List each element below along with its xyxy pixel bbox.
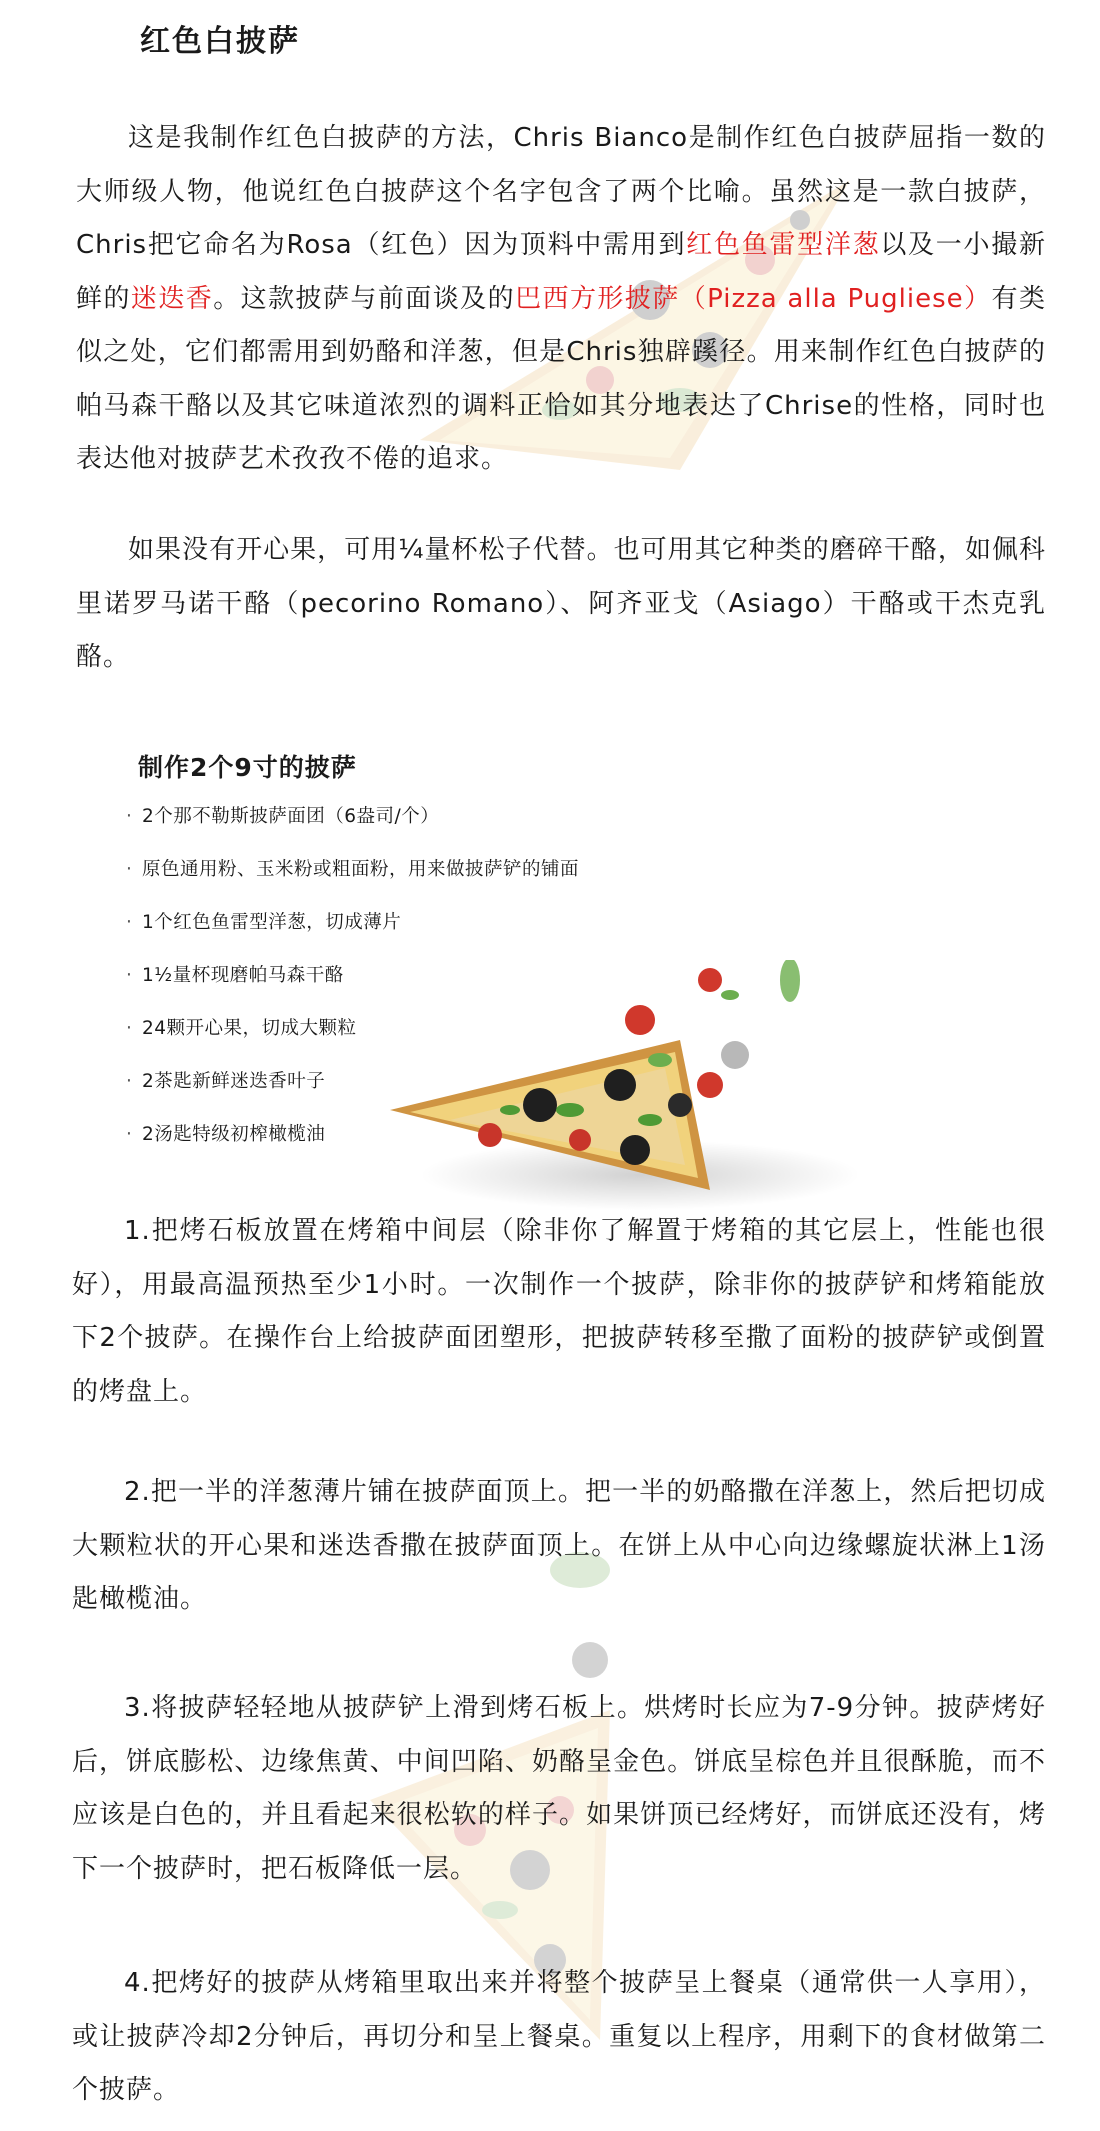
ingredient-text: 2汤匙特级初榨橄榄油 bbox=[142, 1124, 326, 1145]
ingredients-list bbox=[126, 800, 579, 1171]
ingredient-text: 24颗开心果，切成大颗粒 bbox=[142, 1018, 357, 1039]
list-item bbox=[126, 1012, 579, 1065]
step-3: 3.将披萨轻轻地从披萨铲上滑到烤石板上。烘烤时长应为7-9分钟。披萨烤好后，饼底膨松、边缘焦黄、中间凹陷、奶酪呈金色。饼底呈棕色并且很酥脆，而不应该是白色的，并且看起来很松软的样子。如果饼顶已经烤好，而饼底还没有，烤下一个披萨时，把石板降低一层。 bbox=[72, 1693, 1046, 1884]
list-item bbox=[126, 959, 579, 1012]
list-item bbox=[126, 853, 579, 906]
intro-text-4: 有类似之处，它们都需用到奶酪和洋葱，但是Chris独辟蹊径。用来制作红色白披萨的帕马森干酪以及其它味道浓烈的调料正恰如其分地表达了Chrise的性格，同时也表达他对披萨艺术孜孜不倦的追求。 bbox=[76, 283, 1046, 474]
list-item bbox=[126, 1065, 579, 1118]
bullet: · bbox=[126, 859, 133, 880]
intro-text-1: 这是我制作红色白披萨的方法，Chris Bianco是制作红色白披萨屈指一数的大师级人物，他说红色白披萨这个名字包含了两个比喻。虽然这是一款白披萨，Chris把它命名为Rosa（红色）因为顶料中需用到 bbox=[76, 123, 1046, 260]
ingredient-text: 2茶匙新鲜迷迭香叶子 bbox=[142, 1071, 326, 1092]
ingredient-text: 1个红色鱼雷型洋葱，切成薄片 bbox=[142, 912, 402, 933]
ingredient-text: 原色通用粉、玉米粉或粗面粉，用来做披萨铲的铺面 bbox=[142, 859, 580, 880]
bullet: · bbox=[126, 806, 133, 827]
ingredients-title: 制作2个9寸的披萨 bbox=[138, 753, 357, 782]
pizza-alla-pugliese-link[interactable]: 巴西方形披萨（Pizza alla Pugliese） bbox=[515, 283, 992, 314]
ingredient-text: 1½量杯现磨帕马森干酪 bbox=[142, 965, 344, 986]
bullet: · bbox=[126, 965, 133, 986]
list-item bbox=[126, 906, 579, 959]
intro-text-3: 。这款披萨与前面谈及的 bbox=[213, 283, 516, 314]
bullet: · bbox=[126, 1124, 133, 1145]
bullet: · bbox=[126, 912, 133, 933]
highlight-rosemary: 迷迭香 bbox=[130, 283, 214, 314]
step-4: 4.把烤好的披萨从烤箱里取出来并将整个披萨呈上餐桌（通常供一人享用），或让披萨冷却2分钟后，再切分和呈上餐桌。重复以上程序，用剩下的食材做第二个披萨。 bbox=[72, 1968, 1046, 2105]
highlight-red-onion: 红色鱼雷型洋葱 bbox=[686, 230, 881, 260]
ingredient-text: 2个那不勒斯披萨面团（6盎司/个） bbox=[142, 806, 440, 827]
list-item bbox=[126, 800, 579, 853]
step-1: 1.把烤石板放置在烤箱中间层（除非你了解置于烤箱的其它层上，性能也很好），用最高温预热至少1小时。一次制作一个披萨，除非你的披萨铲和烤箱能放下2个披萨。在操作台上给披萨面团塑形，把披萨转移至撒了面粉的披萨铲或倒置的烤盘上。 bbox=[72, 1216, 1046, 1407]
bullet: · bbox=[126, 1018, 133, 1039]
intro-text-2: 以及一小撮新鲜的 bbox=[76, 230, 1046, 314]
article-title: 红色白披萨 bbox=[140, 24, 300, 59]
intro-paragraph bbox=[76, 112, 1046, 487]
substitute-paragraph: 如果没有开心果，可用¼量杯松子代替。也可用其它种类的磨碎干酪，如佩科里诺罗马诺干酪（pecorino Romano）、阿齐亚戈（Asiago）干酪或干杰克乳酪。 bbox=[76, 535, 1046, 672]
bullet: · bbox=[126, 1071, 133, 1092]
list-item bbox=[126, 1118, 579, 1171]
step-2: 2.把一半的洋葱薄片铺在披萨面顶上。把一半的奶酪撒在洋葱上，然后把切成大颗粒状的开心果和迷迭香撒在披萨面顶上。在饼上从中心向边缘螺旋状淋上1汤匙橄榄油。 bbox=[72, 1477, 1046, 1614]
